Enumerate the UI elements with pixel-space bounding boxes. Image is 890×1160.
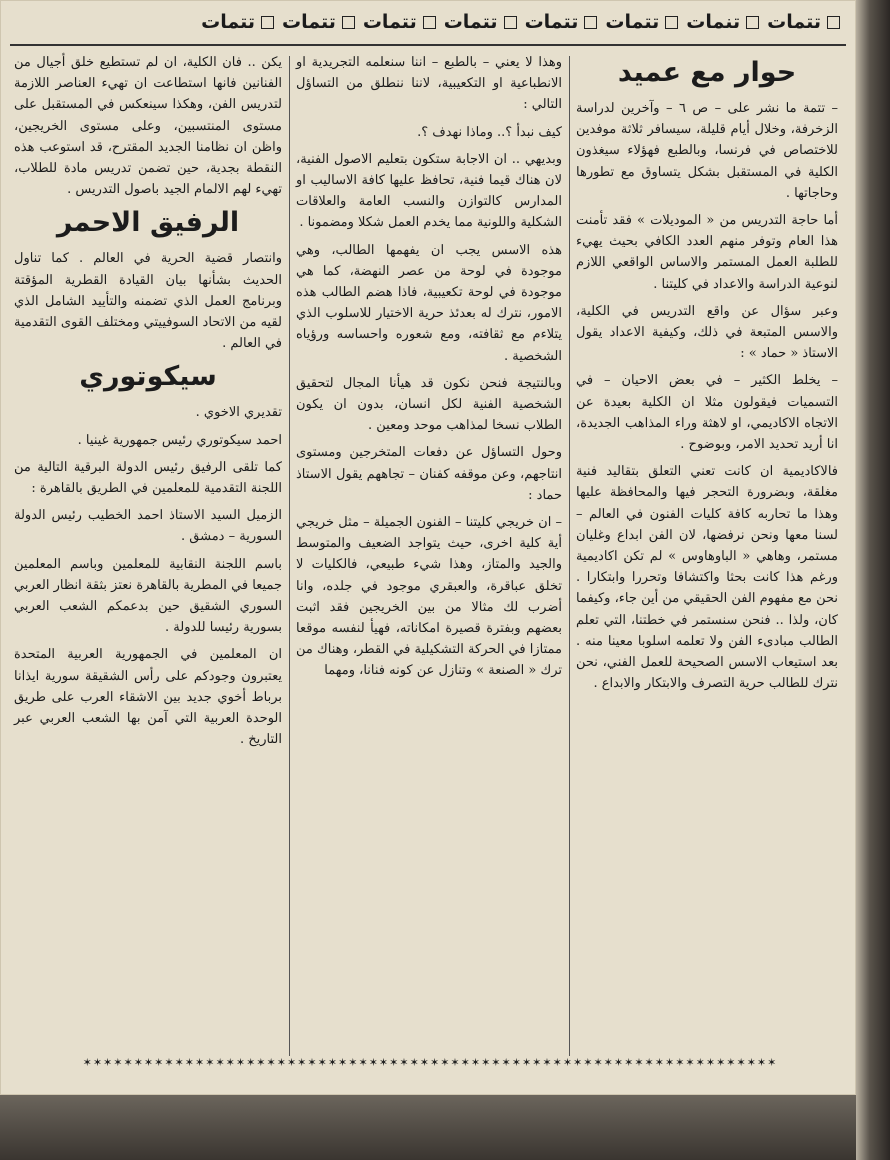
banner-item (201, 11, 274, 33)
paragraph: تقديري الاخوي . (195, 405, 282, 421)
column-left (14, 52, 282, 756)
banner-label: تتمات (281, 11, 336, 33)
paragraph: الزميل السيد الاستاذ احمد الخطيب رئيس الدولة السورية – دمشق . (14, 508, 282, 545)
paragraph: أما حاجة التدريس من « الموديلات » فقد تأمنت هذا العام وتوفر منهم العدد الكافي بحيث يهيء للطلبة العمل المستمر والاساس الواقعي اللازم لنوعية الدراسة والاعداد في كليتنا . (576, 213, 838, 292)
paragraph: وحول التساؤل عن دفعات المتخرجين ومستوى انتاجهم، وعن موقفه كفنان – تجاههم يقول الاستاذ حماد : (296, 445, 562, 503)
banner-label: تنمات (686, 11, 741, 33)
paragraph: هذه الاسس يجب ان يفهمها الطالب، وهي موجودة في لوحة من عصر النهضة، كما هي موجودة في لوحة تكعيبية، فاذا هضم الطالب هذه الامور، نترك له بعدئذ حرية الاختيار للاسلوب الذي يتلاءم مع ثقافته، ومع شعوره واحساسه ورؤياه الشخصية . (296, 242, 562, 364)
paragraph: كما تلقى الرفيق رئيس الدولة البرقية التالية من اللجنة التقدمية للمعلمين في الطريق بالقاهرة : (14, 459, 282, 497)
checkbox-ornament-icon (746, 16, 759, 29)
banner-item (444, 11, 517, 33)
banner-item (686, 11, 759, 33)
banner-item (282, 11, 355, 33)
star-border-icon: ✶✶✶✶✶✶✶✶✶✶✶✶✶✶✶✶✶✶✶✶✶✶✶✶✶✶✶✶✶✶✶✶✶✶✶✶✶✶✶✶✶✶✶✶✶✶✶✶✶✶✶✶✶✶✶✶✶✶✶✶✶✶✶✶✶✶✶✶ (82, 1056, 778, 1069)
checkbox-ornament-icon (342, 16, 355, 29)
column-divider (569, 56, 570, 1056)
banner-label: تتمات (443, 11, 498, 33)
paragraph: باسم اللجنة النقابية للمعلمين وباسم المعلمين جميعا في المطرية بالقاهرة نعتز بثقة انظار العربي السوري الشقيق حين بدعمكم الشعب العربي بسورية رئيسا للدولة . (14, 556, 282, 636)
banner-label: تتمات (201, 11, 255, 33)
banner-label: تتمات (605, 11, 660, 33)
paragraph: يكن .. فان الكلية، ان لم تستطيع خلق أجيال من الفنانين فانها استطاعت ان تهيء العناصر اللازمة لتدريس الفن، وهكذا سينعكس في المستقبل على مستوى المنتسبين، وعلى مستوى الخريجين، واظن ان نظامنا الجديد المقترح، قد استوعب هذه النقطة بجدية، حين تضمن تدريس مادة للطلاب، تهيء لهم الالمام الجيد باصول التدريس . (14, 55, 282, 198)
checkbox-ornament-icon (423, 16, 436, 29)
background-edge (856, 0, 890, 1160)
article-headline: حوار مع عميد (617, 57, 797, 88)
checkbox-ornament-icon (827, 16, 840, 29)
checkbox-ornament-icon (584, 16, 597, 29)
column-divider (289, 56, 290, 1056)
banner-label: تتمات (362, 11, 417, 33)
paragraph: كيف نبدأ ؟.. وماذا نهدف ؟. (417, 124, 562, 140)
banner-item (525, 11, 598, 33)
column-right (576, 52, 838, 700)
banner-item (363, 11, 436, 33)
top-divider (10, 44, 846, 46)
banner-label: تتمات (767, 11, 821, 33)
checkbox-ornament-icon (504, 16, 517, 29)
paragraph: ان المعلمين في الجمهورية العربية المتحدة يعتبرون وجودكم على رأس الشقيقة سورية ايذانا برباط أخوي جديد بين الاشقاء العرب على طريق الوحدة العربية التي آمن بها الشعب العربي عبر التاريخ . (14, 647, 282, 748)
continuations-banner (20, 4, 840, 40)
paragraph: وبالنتيجة فنحن نكون قد هيأنا المجال لتحقيق الشخصية الفنية لكل انسان، بدون ان يكون الطلاب نسخا لمذاهب موحد ومعين . (296, 375, 562, 434)
banner-item (767, 11, 840, 33)
article-headline: الرفيق الاحمر (56, 207, 240, 239)
paragraph: – تتمة ما نشر على – ص ٦ – وآخرين لدراسة الزخرفة، وخلال أيام قليلة، سيسافر ثلاثة موفدين للاختصاص في فرنسا، وبالطبع فهؤلاء سيغذون الكلية في المستقبل بشكل يتساوق مع تطورها وحاجاتها . (576, 101, 839, 201)
article-headline: سيكوتوري (79, 361, 217, 393)
banner-item (605, 11, 678, 33)
paragraph: فالاكاديمية ان كانت تعني التعلق بتقاليد فنية مغلقة، وبضرورة التحجر فيها والمحافظة عليها وهذا ما تحاربه كافة كليات الفنون في العالم – لسنا معها ونحن نرفضها، لان الفن ابداع وغليان مستمر، وهاهي « الباوهاوس » لم تكن اكاديمية ورغم هذا كانت بحثا واكتشافا وتحررا وابتكارا . نحن مع مفهوم الفن الحقيقي من أين جاء، وكيفما كان، ولذا .. فنحن سنستمر في خطتنا، التي تعلم الطالب مبادىء الفن ولا تعلمه اسلوبا معينا منه . بعد استيعاب الاسس الصحيحة للعمل الفني، نحن نترك للطالب حرية التصرف والابتكار والابداع . (576, 464, 838, 692)
banner-label: تتمات (524, 11, 579, 33)
background-edge (0, 1095, 856, 1160)
paragraph: – ان خريجي كليتنا – الفنون الجميلة – مثل خريجي أية كلية اخرى، حيث يتواجد الضعيف والمتوسط والجيد والمتاز، وهذا شيء طبيعي، فالكليات لا تخلق عباقرة، والعبقري موجود في جلده، وانا أضرب لك مثالا من بين الخريجين فقد اثبت بعضهم وبفترة قصيرة امكاناته، فهيأ لنفسه موقعا ممتازا في الحركة التشكيلية في القطر، وهناك من ترك « الصنعة » وتنازل عن كونه فنانا، ومهما (296, 515, 562, 679)
paragraph: وعبر سؤال عن واقع التدريس في الكلية، والاسس المتبعة في ذلك، وكيفية الاعداد يقول الاستاذ « حماد » : (576, 303, 838, 362)
column-middle (296, 52, 562, 688)
paragraph: وبديهي .. ان الاجابة ستكون بتعليم الاصول الفنية، لان هناك قيما فنية، تحافظ عليها كافة الاساليب او المدارس كالتوازن والنسب العامة والعلاقات الشكلية واللونية مما يخدم العمل شكلا ومضمونا . (296, 151, 562, 231)
paragraph: – يخلط الكثير – في بعض الاحيان – في التسميات فيقولون مثلا ان الكلية بعيدة عن الاتجاه الاكاديمي، او لاهثة وراء المذاهب الجديدة، انا أريد تحديد الامر، وبوضوح . (576, 373, 838, 453)
checkbox-ornament-icon (665, 16, 678, 29)
paragraph: احمد سيكوتوري رئيس جمهورية غينيا . (77, 432, 282, 448)
paragraph: وانتصار قضية الحرية في العالم . كما تناول الحديث بشأنها بيان القيادة القطرية المؤقتة وبرنامج العمل الذي تضمنه والتأييد الشامل الذي لقيه من الاتحاد السوفييتي ومختلف القوى التقدمية في العالم . (14, 251, 282, 352)
checkbox-ornament-icon (261, 16, 274, 29)
paragraph: وهذا لا يعني – بالطبع – اننا سنعلمه التجريدية او الانطباعية او التكعيبية، لاننا ننطلق من التساؤل التالي : (296, 55, 562, 113)
